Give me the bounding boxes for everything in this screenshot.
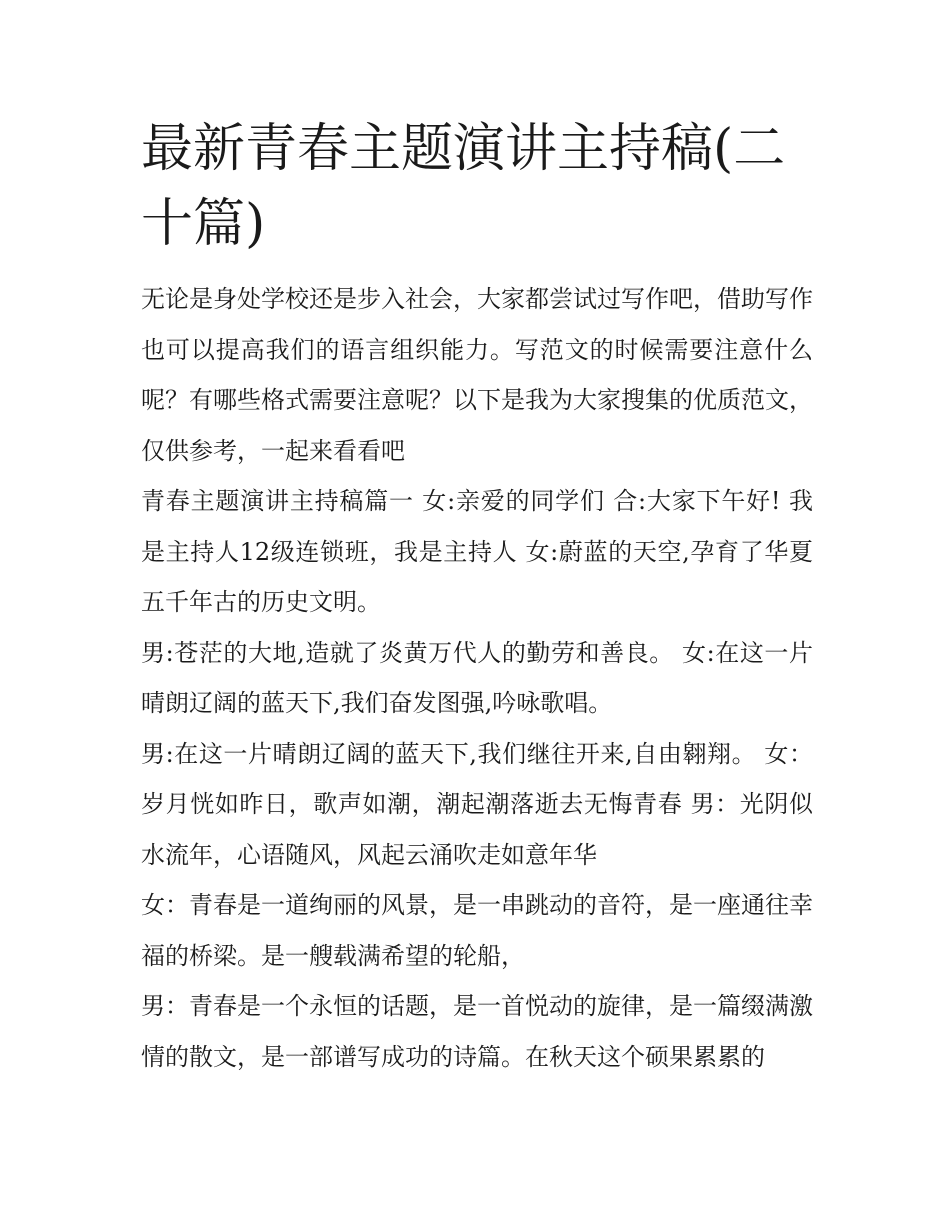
paragraph-5: 男：青春是一个永恒的话题，是一首悦动的旋律，是一篇缀满激情的散文，是一部谱写成功的诗篇。在秋天这个硕果累累的: [141, 992, 813, 1071]
paragraph-1: 青春主题演讲主持稿篇一 女:亲爱的同学们 合:大家下午好! 我是主持人12级连锁班，我是主持人 女:蔚蓝的天空,孕育了华夏五千年古的历史文明。: [141, 487, 813, 616]
document-title: 最新青春主题演讲主持稿(二十篇): [141, 119, 786, 254]
paragraph-3: 男:在这一片晴朗辽阔的蓝天下,我们继往开来,自由翱翔。 女：岁月恍如昨日，歌声如潮，潮起潮落逝去无悔青春 男：光阴似水流年，心语随风，风起云涌吹走如意年华: [141, 739, 813, 869]
paragraph-4: 女：青春是一道绚丽的风景，是一串跳动的音符，是一座通往幸福的桥梁。是一艘载满希望的轮船，: [141, 891, 813, 970]
paragraph-intro: 无论是身处学校还是步入社会，大家都尝试过写作吧，借助写作也可以提高我们的语言组织能力。写范文的时候需要注意什么呢？有哪些格式需要注意呢？以下是我为大家搜集的优质范文，仅供参考，一起来看看吧: [141, 285, 813, 465]
paragraph-2: 男:苍茫的大地,造就了炎黄万代人的勤劳和善良。 女:在这一片晴朗辽阔的蓝天下,我们奋发图强,吟咏歌唱。: [141, 638, 813, 717]
document-body: [141, 112, 813, 1082]
